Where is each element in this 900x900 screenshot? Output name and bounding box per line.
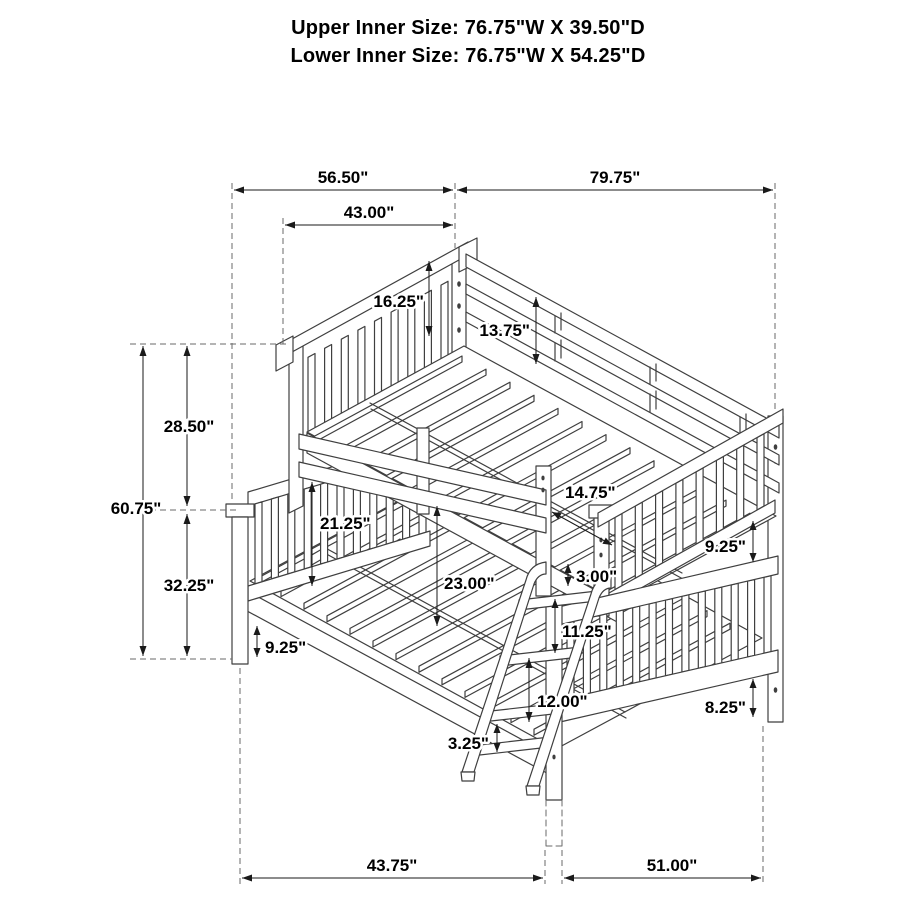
upper-inner-size-title: Upper Inner Size: 76.75"W X 39.50"D xyxy=(291,17,645,39)
dim-label-9-25-left: 9.25" xyxy=(265,638,307,657)
dim-label-9-25-right: 9.25" xyxy=(704,537,746,556)
dim-upper-headboard-width xyxy=(285,203,453,229)
dim-label-8-25: 8.25" xyxy=(704,698,746,717)
dim-label-79-75: 79.75" xyxy=(589,168,641,187)
dim-total-height xyxy=(111,346,162,656)
dim-label-43-00: 43.00" xyxy=(343,203,395,222)
dim-label-3-00: 3.00" xyxy=(576,567,618,586)
dim-upper-section-height xyxy=(164,346,215,506)
dim-top-width-left xyxy=(234,168,453,194)
dim-label-23-00: 23.00" xyxy=(444,574,495,593)
dim-label-14-75: 14.75" xyxy=(565,483,616,502)
dim-floor-span-left xyxy=(242,856,543,882)
dim-label-3-25: 3.25" xyxy=(447,734,489,753)
dim-lower-section-height xyxy=(164,514,215,656)
dim-label-21-25: 21.25" xyxy=(320,514,371,533)
dim-label-60-75: 60.75" xyxy=(110,499,162,518)
dim-label-43-75: 43.75" xyxy=(366,856,418,875)
dim-label-11-25: 11.25" xyxy=(562,622,612,641)
dim-floor-span-right xyxy=(564,856,761,882)
lower-inner-size-title: Lower Inner Size: 76.75"W X 54.25"D xyxy=(290,45,646,67)
dim-label-16-25: 16.25" xyxy=(373,292,424,311)
dim-label-51-00: 51.00" xyxy=(646,856,698,875)
dim-label-13-75: 13.75" xyxy=(479,321,530,340)
dim-label-32-25: 32.25" xyxy=(163,576,215,595)
dim-label-12-00: 12.00" xyxy=(537,692,588,711)
dim-label-56-50: 56.50" xyxy=(317,168,369,187)
dim-top-length-right xyxy=(457,168,773,194)
dim-label-28-50: 28.50" xyxy=(163,417,215,436)
